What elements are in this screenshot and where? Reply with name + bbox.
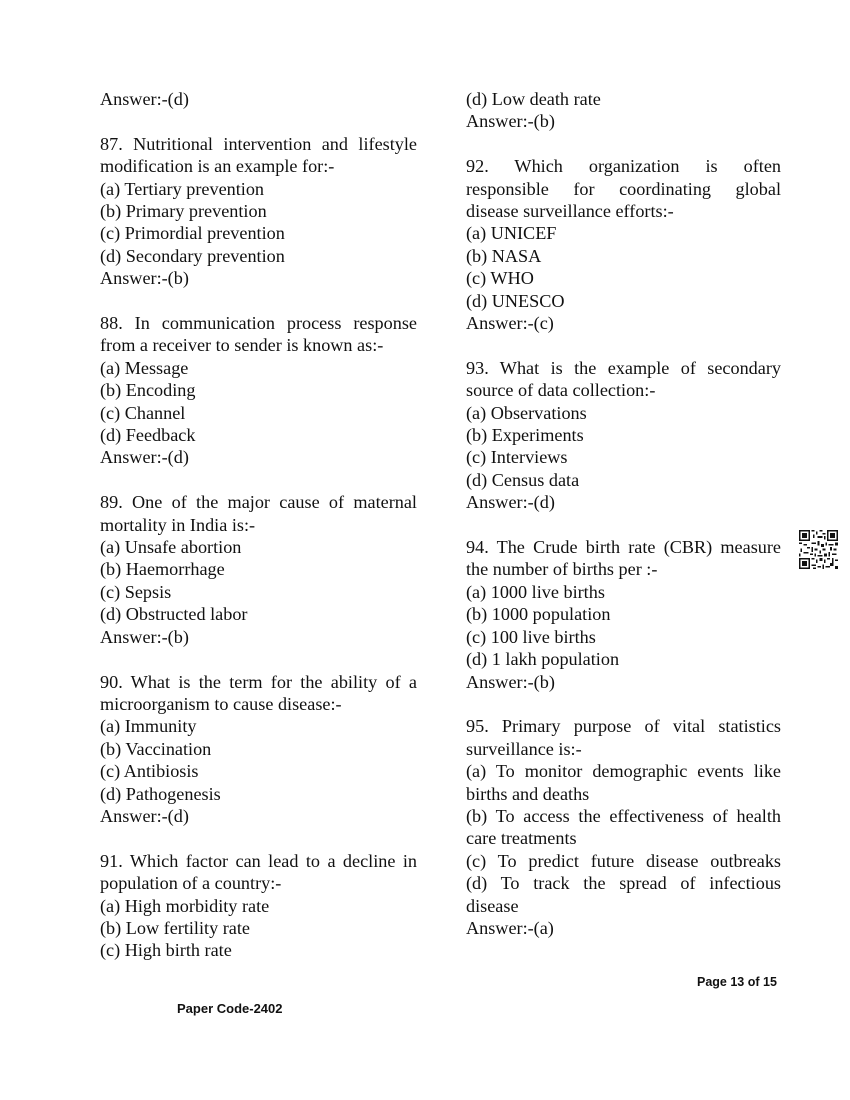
page-number: Page 13 of 15 [697, 975, 777, 989]
option-a: (a) Unsafe abortion [100, 537, 242, 558]
answer-line: Answer:-(b) [100, 268, 189, 289]
answer-line: Answer:-(b) [466, 671, 555, 692]
option-b: (b) Low fertility rate [100, 917, 250, 938]
option-c: (c) WHO [466, 268, 534, 289]
option-a: (a) Immunity [100, 716, 197, 737]
option-c: (c) Channel [100, 402, 186, 423]
question-stem: microorganism to cause disease:- [100, 693, 342, 714]
question-stem: responsible for coordinating global [466, 178, 781, 199]
answer-line: Answer:-(b) [466, 111, 555, 132]
option-d: (d) 1 lakh population [466, 649, 620, 670]
option-d: (d) Obstructed labor [100, 604, 248, 625]
qr-code-icon [799, 530, 838, 569]
question-stem: the number of births per :- [466, 559, 658, 580]
option-c: (c) Antibiosis [100, 761, 199, 782]
option-d: (d) Secondary prevention [100, 245, 285, 266]
option-b: (b) 1000 population [466, 604, 611, 625]
question-stem: population of a country:- [100, 873, 282, 894]
option-a: (a) To monitor demographic events like [466, 761, 781, 782]
answer-line: Answer:-(c) [466, 313, 554, 334]
question-90 [100, 671, 417, 828]
question-stem: 87. Nutritional intervention and lifestyle [100, 133, 417, 154]
option-a: (a) Message [100, 357, 189, 378]
question-stem: mortality in India is:- [100, 514, 256, 535]
option-a: (a) 1000 live births [466, 581, 605, 602]
question-stem: modification is an example for:- [100, 156, 335, 177]
question-stem: 88. In communication process response [100, 313, 417, 334]
answer-line: Answer:-(d) [100, 805, 189, 826]
option-a: (a) Observations [466, 402, 587, 423]
option-a: (a) High morbidity rate [100, 895, 270, 916]
question-stem: disease surveillance efforts:- [466, 201, 674, 222]
paper-code: Paper Code-2402 [177, 1001, 283, 1016]
right-column [466, 88, 781, 939]
option-d: (d) Pathogenesis [100, 783, 221, 804]
option-b: (b) Experiments [466, 425, 584, 446]
option-d: (d) Low death rate [466, 89, 601, 109]
question-95 [466, 715, 781, 939]
question-stem: 89. One of the major cause of maternal [100, 492, 417, 513]
option-c: (c) Interviews [466, 447, 568, 468]
option-b: (b) Haemorrhage [100, 559, 225, 580]
question-94 [466, 536, 781, 693]
option-c: (c) 100 live births [466, 626, 596, 647]
question-87 [100, 133, 417, 290]
question-93 [466, 357, 781, 514]
question-stem: source of data collection:- [466, 380, 656, 401]
question-stem: 92. Which organization is often [466, 156, 781, 177]
option-a: (a) UNICEF [466, 223, 557, 244]
option-c: (c) High birth rate [100, 940, 232, 961]
option-a-continued: births and deaths [466, 783, 590, 804]
answer-line: Answer:-(d) [466, 492, 555, 513]
answer-line: Answer:-(a) [466, 917, 554, 938]
left-column [100, 88, 417, 962]
option-b: (b) Vaccination [100, 738, 212, 759]
option-a: (a) Tertiary prevention [100, 178, 265, 199]
option-c: (c) To predict future disease outbreaks [466, 850, 781, 871]
option-d: (d) Feedback [100, 425, 196, 446]
question-stem: 90. What is the term for the ability of a [100, 671, 417, 692]
question-stem: 94. The Crude birth rate (CBR) measure [466, 537, 781, 558]
option-c: (c) Primordial prevention [100, 223, 285, 244]
question-91 [100, 850, 417, 962]
option-c: (c) Sepsis [100, 581, 172, 602]
question-92 [466, 155, 781, 334]
question-88 [100, 312, 417, 469]
option-b: (b) To access the effectiveness of health [466, 805, 781, 826]
option-d-continued: disease [466, 895, 519, 916]
option-b: (b) NASA [466, 245, 542, 266]
option-b: (b) Primary prevention [100, 201, 267, 222]
answer-line: Answer:-(b) [100, 626, 189, 647]
option-b-continued: care treatments [466, 828, 577, 849]
option-d: (d) Census data [466, 469, 580, 490]
question-stem: 95. Primary purpose of vital statistics [466, 716, 781, 737]
question-stem: surveillance is:- [466, 738, 582, 759]
option-d: (d) To track the spread of infectious [466, 873, 781, 894]
question-89 [100, 491, 417, 648]
option-b: (b) Encoding [100, 380, 196, 401]
option-d: (d) UNESCO [466, 290, 565, 311]
answer-line: Answer:-(d) [100, 89, 189, 109]
question-stem: 93. What is the example of secondary [466, 357, 781, 378]
question-stem: from a receiver to sender is known as:- [100, 335, 384, 356]
question-stem: 91. Which factor can lead to a decline in [100, 850, 417, 871]
answer-line: Answer:-(d) [100, 447, 189, 468]
question-91-continued [466, 88, 781, 133]
